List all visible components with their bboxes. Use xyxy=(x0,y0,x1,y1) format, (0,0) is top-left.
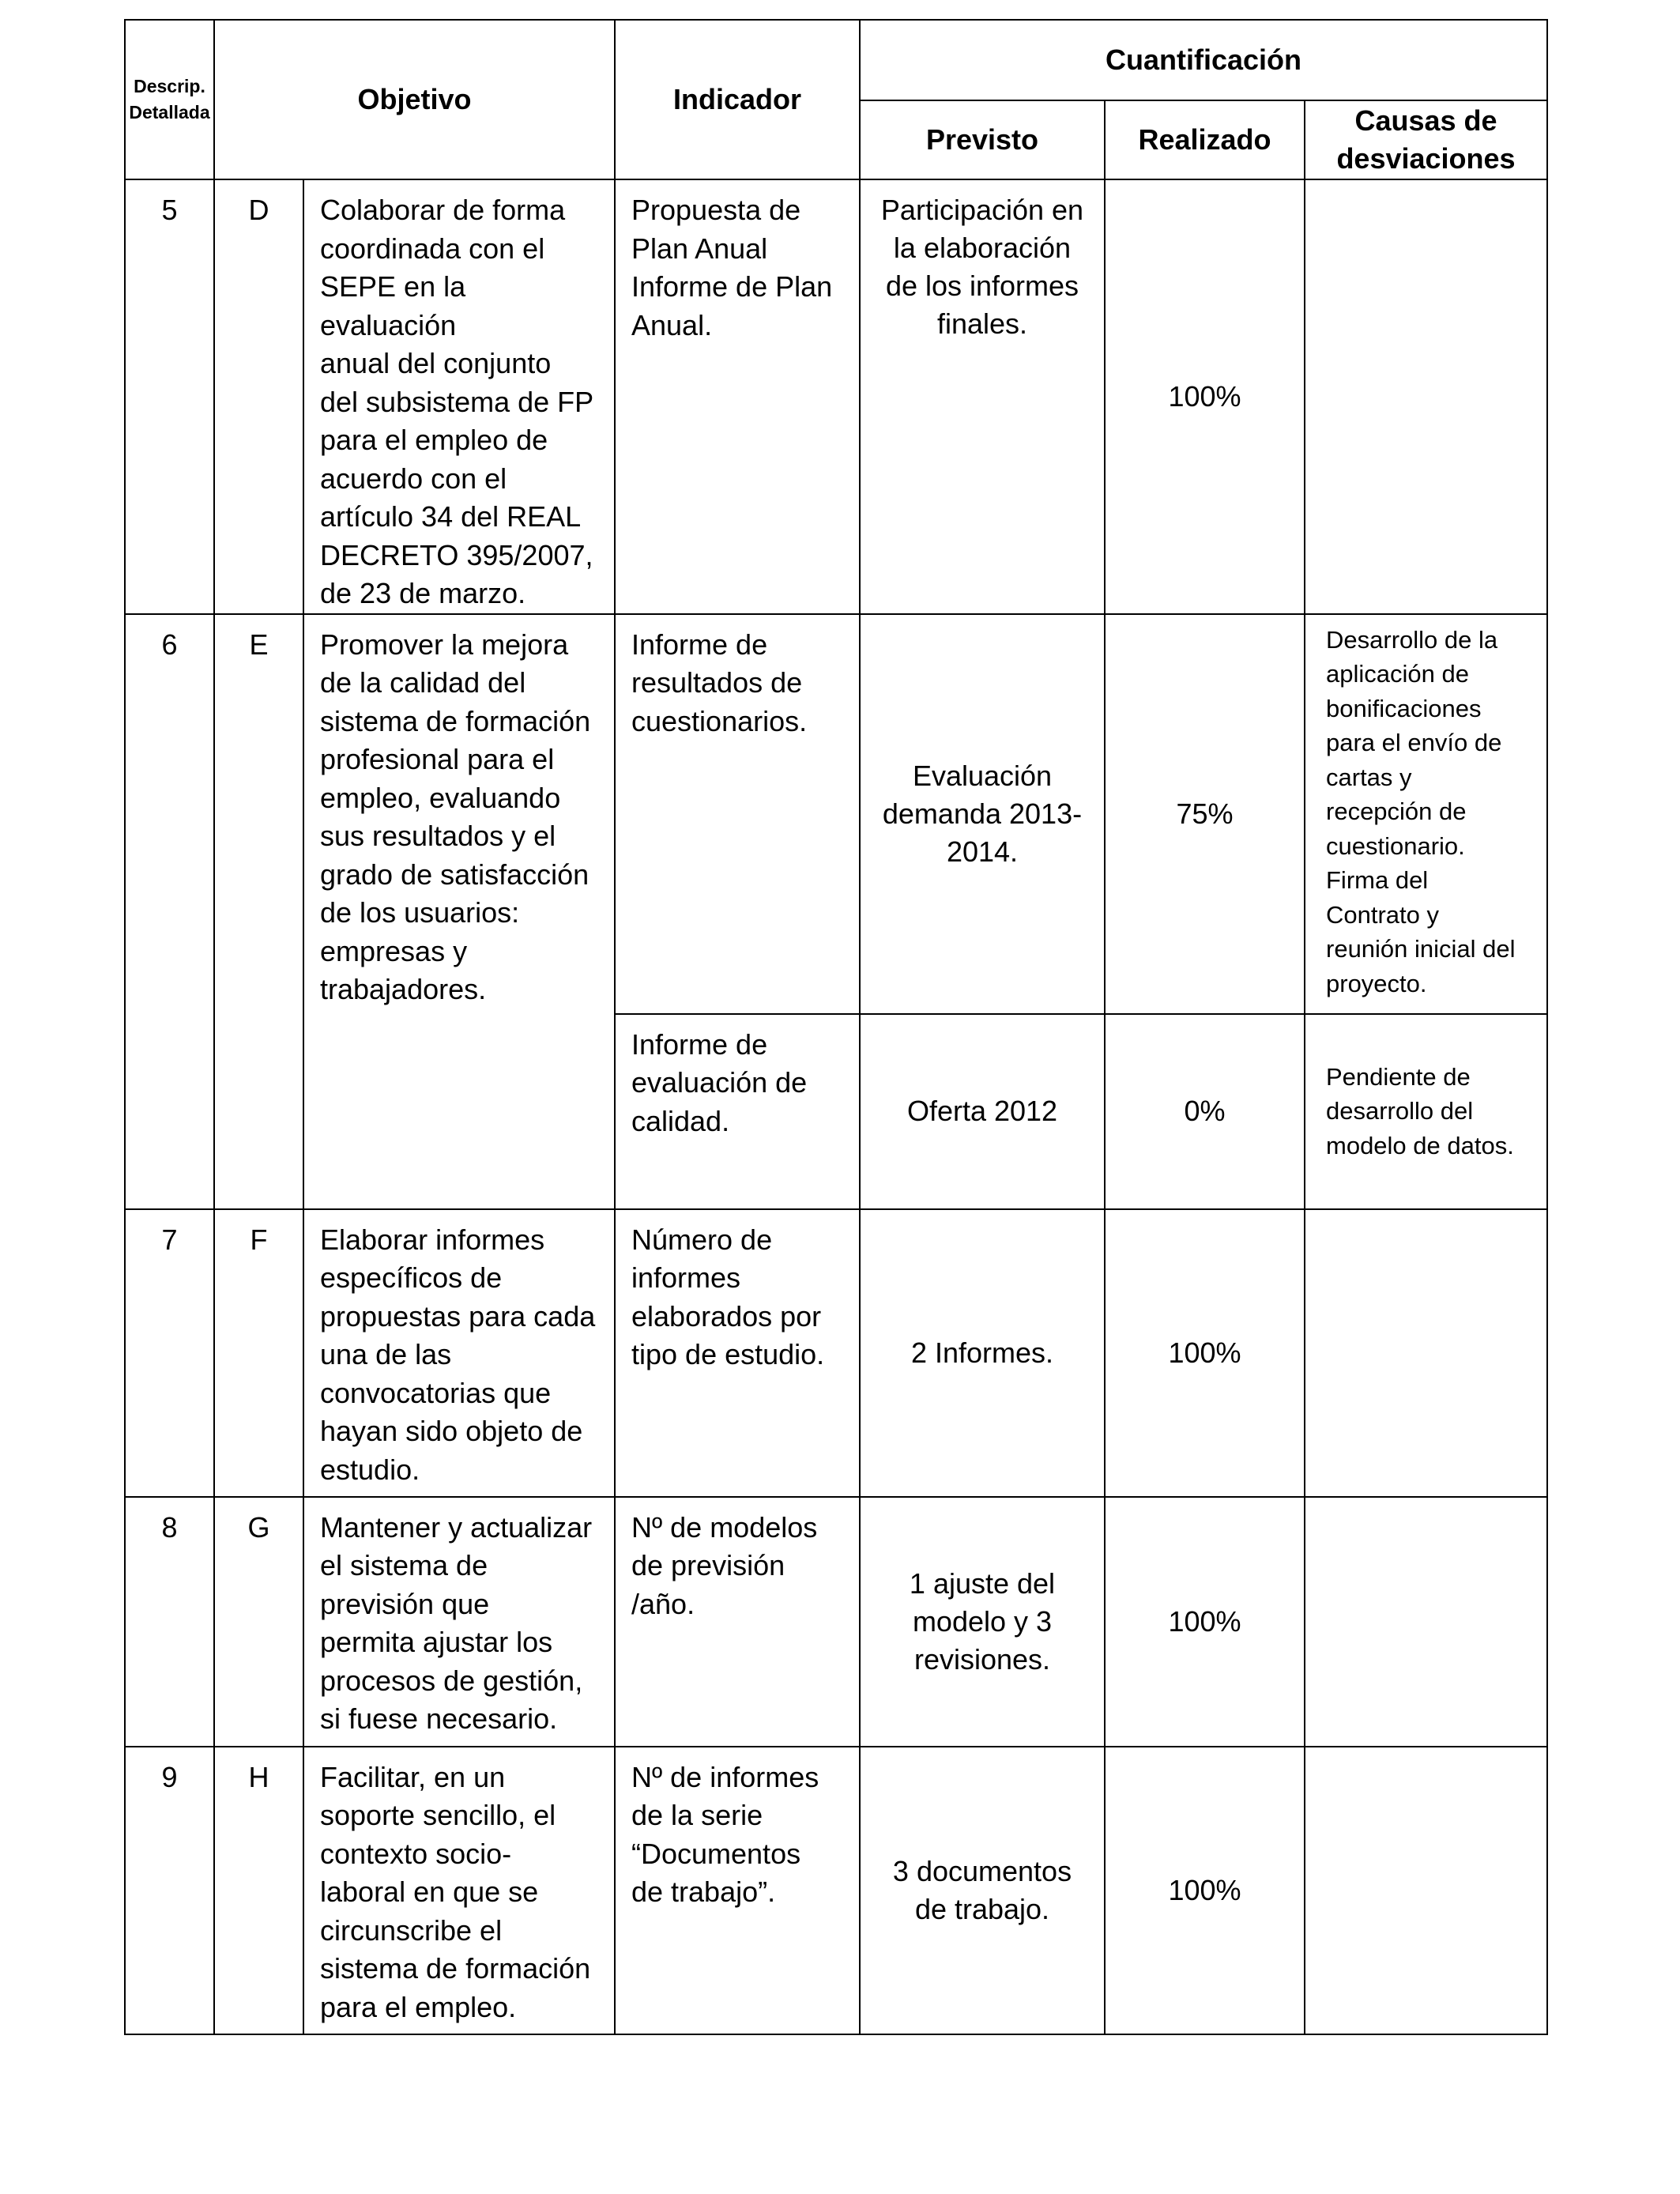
realizado-cell: 100% xyxy=(1105,1747,1305,2034)
row-number: 9 xyxy=(125,1747,214,2034)
table-row xyxy=(125,614,1547,1014)
indicador-cell: Informe de evaluación de calidad. xyxy=(615,1014,860,1209)
objetivo-cell: Mantener y actualizar el sistema de previsión que permita ajustar los procesos de gestión, si fuese necesario. xyxy=(303,1497,615,1747)
previsto-cell: Evaluación demanda 2013- 2014. xyxy=(860,614,1105,1014)
previsto-cell: 1 ajuste del modelo y 3 revisiones. xyxy=(860,1497,1105,1747)
previsto-cell: 2 Informes. xyxy=(860,1209,1105,1497)
header-row-top xyxy=(125,20,1547,100)
row-letter: G xyxy=(214,1497,303,1747)
causas-cell xyxy=(1305,1497,1547,1747)
objetivo-cell: Promover la mejora de la calidad del sistema de formación profesional para el empleo, evaluando sus resultados y el grado de satisfacción de los usuarios: empresas y trabajadores. xyxy=(303,614,615,1209)
header-descrip: Descrip. Detallada xyxy=(125,20,214,179)
row-number: 7 xyxy=(125,1209,214,1497)
indicador-cell: Número de informes elaborados por tipo de estudio. xyxy=(615,1209,860,1497)
header-cuantificacion: Cuantificación xyxy=(860,20,1547,100)
objectives-table xyxy=(124,19,1548,2035)
previsto-cell: Participación en la elaboración de los informes finales. xyxy=(860,179,1105,614)
realizado-cell: 75% xyxy=(1105,614,1305,1014)
row-letter: D xyxy=(214,179,303,614)
realizado-cell: 100% xyxy=(1105,179,1305,614)
row-number: 6 xyxy=(125,614,214,1209)
causas-cell xyxy=(1305,1209,1547,1497)
indicador-cell: Nº de informes de la serie “Documentos de trabajo”. xyxy=(615,1747,860,2034)
previsto-cell: Oferta 2012 xyxy=(860,1014,1105,1209)
previsto-cell: 3 documentos de trabajo. xyxy=(860,1747,1105,2034)
indicador-cell: Propuesta de Plan Anual Informe de Plan Anual. xyxy=(615,179,860,614)
causas-cell: Desarrollo de la aplicación de bonificaciones para el envío de cartas y recepción de cuestionario. Firma del Contrato y reunión inicial del proyecto. xyxy=(1305,614,1547,1014)
realizado-cell: 0% xyxy=(1105,1014,1305,1209)
table-row xyxy=(125,1497,1547,1747)
causas-cell xyxy=(1305,1747,1547,2034)
objetivo-cell: Elaborar informes específicos de propuestas para cada una de las convocatorias que hayan sido objeto de estudio. xyxy=(303,1209,615,1497)
realizado-cell: 100% xyxy=(1105,1497,1305,1747)
header-indicador: Indicador xyxy=(615,20,860,179)
header-causas: Causas de desviaciones xyxy=(1305,100,1547,179)
header-previsto: Previsto xyxy=(860,100,1105,179)
objetivo-cell: Colaborar de forma coordinada con el SEPE en la evaluación anual del conjunto del subsistema de FP para el empleo de acuerdo con el artículo 34 del REAL DECRETO 395/2007, de 23 de marzo. xyxy=(303,179,615,614)
row-letter: H xyxy=(214,1747,303,2034)
table-row xyxy=(125,179,1547,614)
indicador-cell: Informe de resultados de cuestionarios. xyxy=(615,614,860,1014)
header-realizado: Realizado xyxy=(1105,100,1305,179)
objetivo-cell: Facilitar, en un soporte sencillo, el contexto socio- laboral en que se circunscribe el sistema de formación para el empleo. xyxy=(303,1747,615,2034)
header-objetivo: Objetivo xyxy=(214,20,615,179)
table-row xyxy=(125,1209,1547,1497)
row-number: 8 xyxy=(125,1497,214,1747)
indicador-cell: Nº de modelos de previsión /año. xyxy=(615,1497,860,1747)
causas-cell xyxy=(1305,179,1547,614)
row-letter: F xyxy=(214,1209,303,1497)
row-number: 5 xyxy=(125,179,214,614)
realizado-cell: 100% xyxy=(1105,1209,1305,1497)
table-row xyxy=(125,1747,1547,2034)
causas-cell: Pendiente de desarrollo del modelo de datos. xyxy=(1305,1014,1547,1209)
row-letter: E xyxy=(214,614,303,1209)
